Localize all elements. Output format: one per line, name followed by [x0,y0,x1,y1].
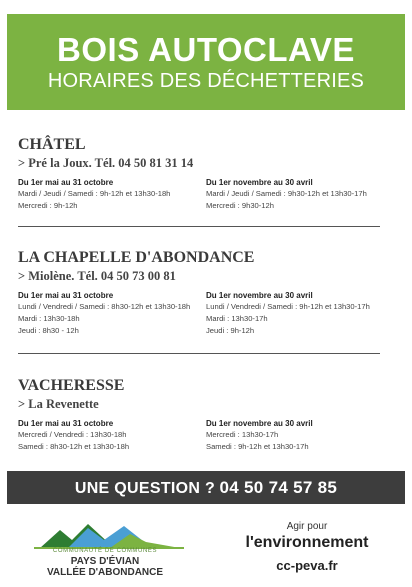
winter-hours [206,418,396,453]
hours-line: Jeudi : 8h30 - 12h [18,326,79,335]
winter-hours [206,177,396,212]
hours-line: Jeudi : 9h-12h [206,326,255,335]
hours-line: Samedi : 8h30-12h et 13h30-18h [18,442,130,451]
hours-line: Mardi / Jeudi / Samedi : 9h30-12h et 13h30-17h [206,189,367,198]
hours-line: Mardi : 13h30-17h [206,314,268,323]
section-title: CHÂTEL [18,136,86,153]
environment-logo [232,520,382,578]
website-link[interactable]: cc-peva.fr [276,558,338,573]
summer-hours [18,177,208,212]
page-title: BOIS AUTOCLAVE [57,31,355,68]
contact-phone[interactable]: 04 50 74 57 85 [219,478,338,497]
section-la-chapelle [18,249,380,342]
period-label: Du 1er novembre au 30 avril [206,291,313,300]
logo-line1: PAYS D'ÉVIAN [70,556,140,567]
section-title: VACHERESSE [18,377,125,394]
hours-line: Mercredi : 9h-12h [18,201,78,210]
ccpeva-logo [30,520,190,578]
contact-bar [7,471,405,504]
section-divider [18,353,380,354]
period-label: Du 1er novembre au 30 avril [206,178,313,187]
hours-line: Mercredi : 9h30-12h [206,201,274,210]
section-chatel [18,136,380,229]
logo-line2: VALLÉE D'ABONDANCE [46,567,164,578]
section-vacheresse [18,377,380,470]
summer-hours [18,290,208,337]
hours-line: Lundi / Vendredi / Samedi : 9h-12h et 13h30-17h [206,302,370,311]
period-label: Du 1er mai au 31 octobre [18,178,114,187]
hours-line: Mercredi / Vendredi : 13h30-18h [18,430,127,439]
section-location: > La Revenette [18,397,99,411]
page-subtitle: HORAIRES DES DÉCHETTERIES [47,70,365,92]
hours-line: Samedi : 9h-12h et 13h30-17h [206,442,309,451]
period-label: Du 1er novembre au 30 avril [206,419,313,428]
winter-hours [206,290,396,337]
section-title: LA CHAPELLE D'ABONDANCE [18,249,255,266]
hours-line: Mercredi : 13h30-17h [206,430,279,439]
section-divider [18,226,380,227]
summer-hours [18,418,208,453]
logo-tagline: COMMUNAUTÉ DE COMMUNES [52,548,158,554]
hours-line: Mardi : 13h30-18h [18,314,80,323]
logo-right-line1: Agir pour [286,521,328,532]
hours-line: Lundi / Vendredi / Samedi : 8h30-12h et 13h30-18h [18,302,191,311]
section-location: > Miolène. Tél. 04 50 73 00 81 [18,269,176,283]
header-banner [7,14,405,110]
hours-line: Mardi / Jeudi / Samedi : 9h-12h et 13h30-18h [18,189,171,198]
logo-right-line2: l'environnement [245,534,369,551]
period-label: Du 1er mai au 31 octobre [18,419,114,428]
section-location: > Pré la Joux. Tél. 04 50 81 31 14 [18,156,194,170]
question-label: UNE QUESTION ? [74,480,216,497]
period-label: Du 1er mai au 31 octobre [18,291,114,300]
mountain-icon [34,520,184,550]
